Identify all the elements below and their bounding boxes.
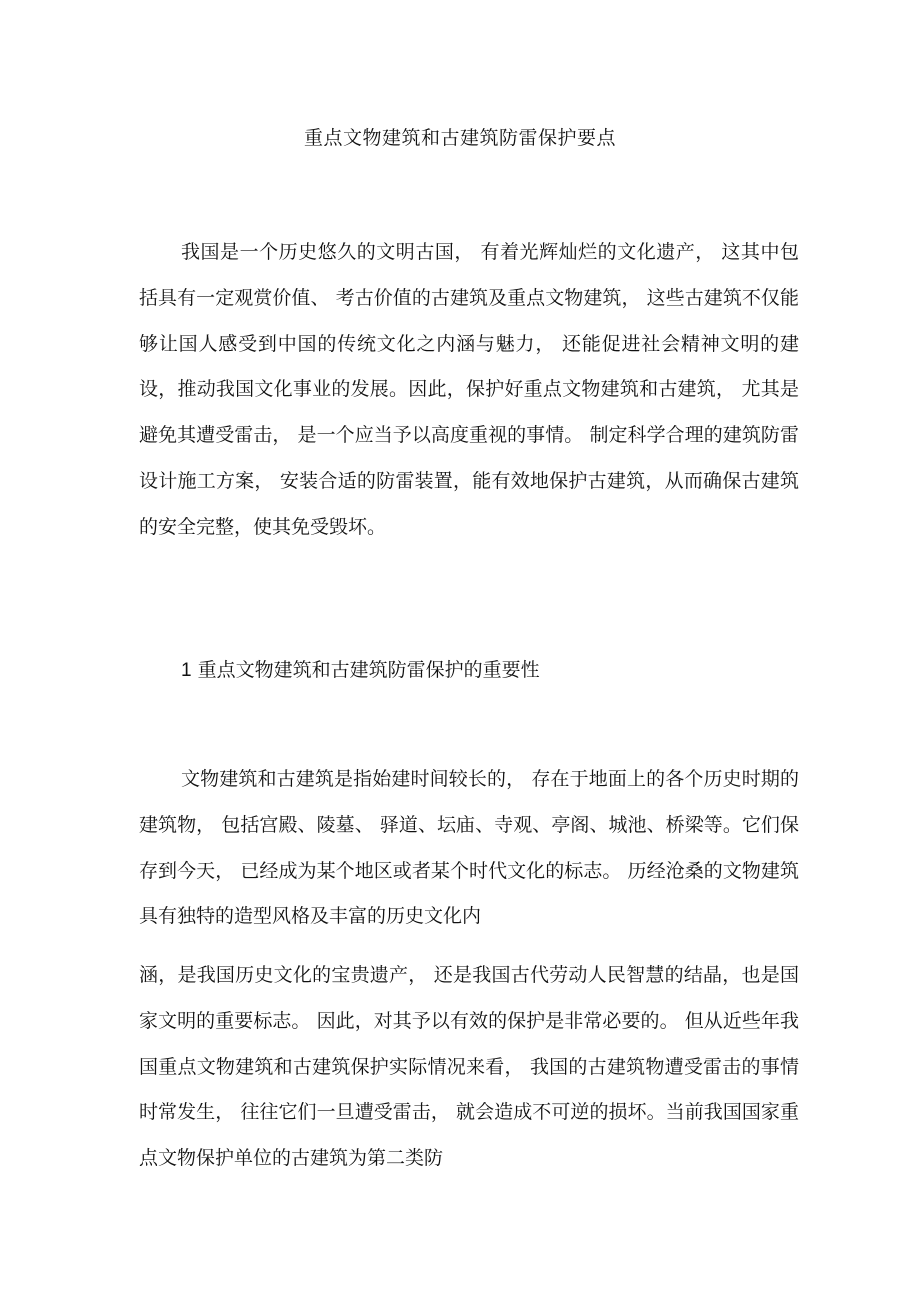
document-title: 重点文物建筑和古建筑防雷保护要点 [303,127,616,149]
section-paragraph-a: 文物建筑和古建筑是指始建时间较长的， 存在于地面上的各个历史时期的建筑物， 包括宫殿、陵墓、 驿道、坛庙、寺观、亭阁、城池、桥梁等。它们保存到今天， 已经成为某个地区或者某个时代文化的标志。 历经沧桑的文物建筑具有独特的造型风格及丰富的历史文化内 [139,768,799,928]
section-number: 1 [181,660,192,681]
section-paragraph-b: 涵，是我国历史文化的宝贵遗产， 还是我国古代劳动人民智慧的结晶，也是国家文明的重要标志。 因此，对其予以有效的保护是非常必要的。 但从近些年我国重点文物建筑和古建筑保护实际情况来看， 我国的古建筑物遭受雷击的事情时常发生， 往往它们一旦遭受雷击， 就会造成不可逆的损坏。当前我国国家重点文物保护单位的古建筑为第二类防 [139,964,799,1170]
section-heading [181,656,540,685]
intro-paragraph: 我国是一个历史悠久的文明古国， 有着光辉灿烂的文化遗产， 这其中包括具有一定观赏价值、 考古价值的古建筑及重点文物建筑， 这些古建筑不仅能够让国人感受到中国的传统文化之内涵与魅力， 还能促进社会精神文明的建设，推动我国文化事业的发展。因此，保护好重点文物建筑和古建筑， 尤其是避免其遭受雷击， 是一个应当予以高度重视的事情。 制定科学合理的建筑防雷设计施工方案， 安装合适的防雷装置，能有效地保护古建筑，从而确保古建筑的安全完整，使其免受毁坏。 [139,241,799,538]
section-heading-text: 重点文物建筑和古建筑防雷保护的重要性 [197,659,540,681]
